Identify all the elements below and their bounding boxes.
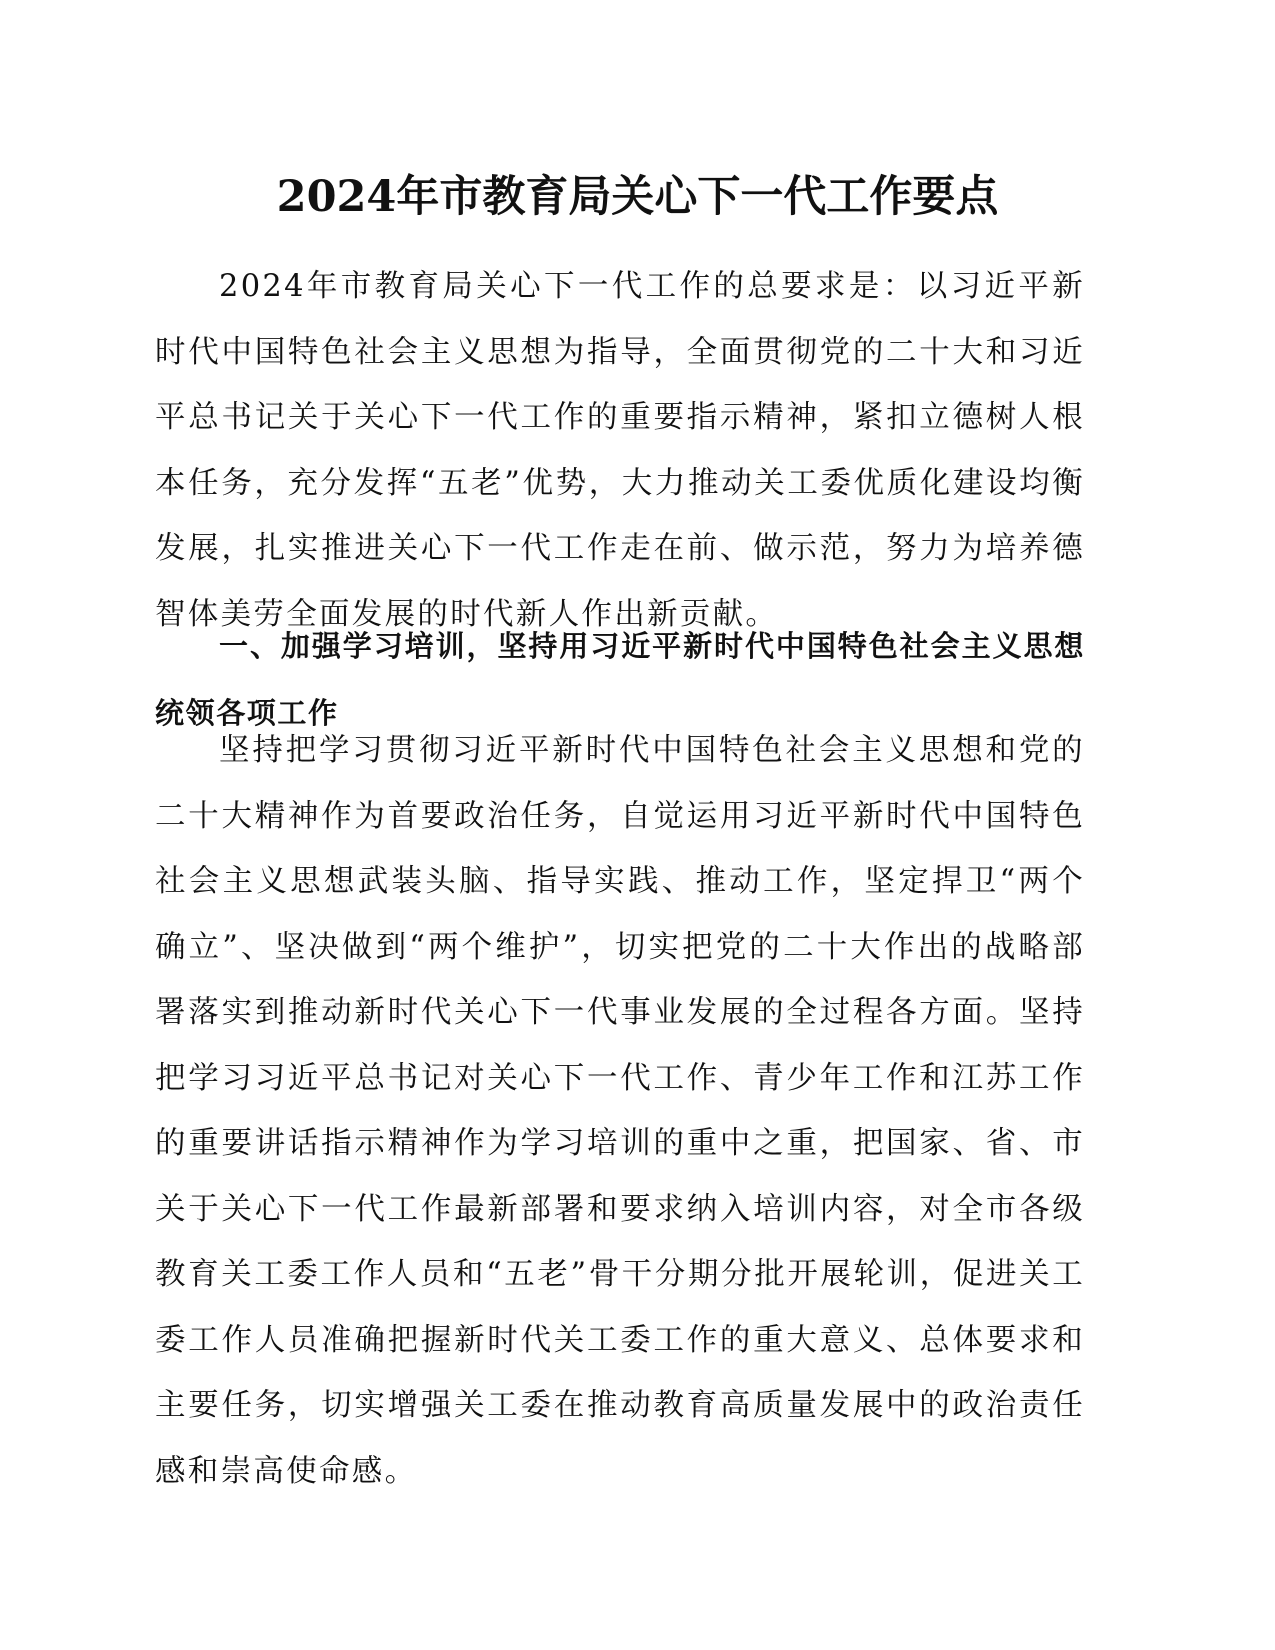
section-1-heading: 一、加强学习培训，坚持用习近平新时代中国特色社会主义思想统领各项工作 xyxy=(155,629,1085,730)
document-title: 2024年市教育局关心下一代工作要点 xyxy=(276,172,999,222)
section-1-paragraph: 坚持把学习贯彻习近平新时代中国特色社会主义思想和党的二十大精神作为首要政治任务，自觉运用习近平新时代中国特色社会主义思想武装头脑、指导实践、推动工作，坚定捍卫“两个确立”、坚决做到“两个维护”，切实把党的二十大作出的战略部署落实到推动新时代关心下一代事业发展的全过程各方面。坚持把学习习近平总书记对关心下一代工作、青少年工作和江苏工作的重要讲话指示精神作为学习培训的重中之重，把国家、省、市关于关心下一代工作最新部署和要求纳入培训内容，对全市各级教育关工委工作人员和“五老”骨干分期分批开展轮训，促进关工委工作人员准确把握新时代关工委工作的重大意义、总体要求和主要任务，切实增强关工委在推动教育高质量发展中的政治责任感和崇高使命感。 xyxy=(155,733,1085,1489)
intro-paragraph: 2024年市教育局关心下一代工作的总要求是：以习近平新时代中国特色社会主义思想为指导，全面贯彻党的二十大和习近平总书记关于关心下一代工作的重要指示精神，紧扣立德树人根本任务，充分发挥“五老”优势，大力推动关工委优质化建设均衡发展，扎实推进关心下一代工作走在前、做示范，努力为培养德智体美劳全面发展的时代新人作出新贡献。 xyxy=(155,269,1085,632)
